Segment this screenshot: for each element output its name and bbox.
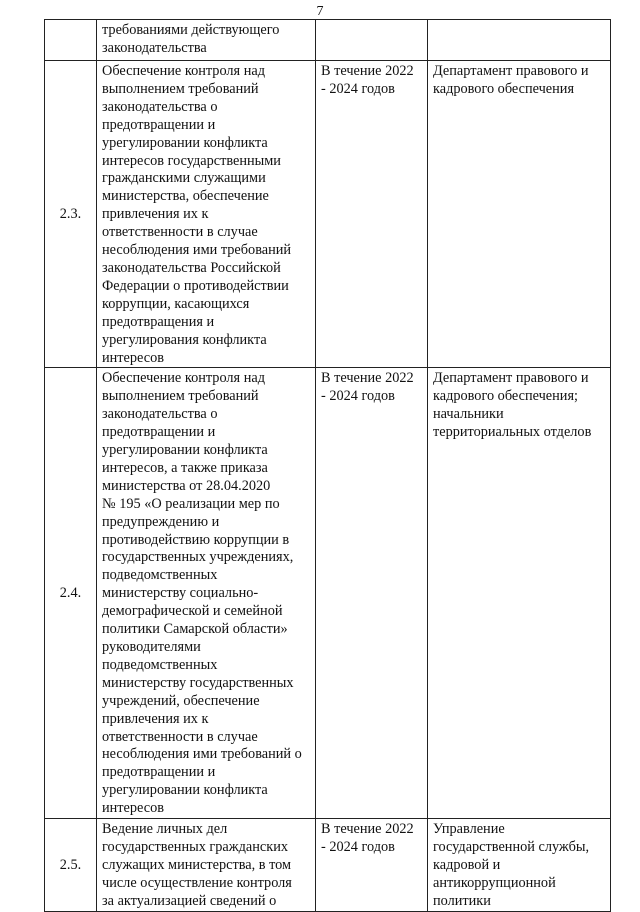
responsible-text-line: антикоррупционной <box>433 874 556 891</box>
item-number: 2.3. <box>45 61 97 368</box>
measure-text <box>97 20 316 61</box>
table-row <box>45 20 611 61</box>
measure-text-line: урегулировании конфликта <box>102 442 268 459</box>
measure-text-line: министерству государственных <box>102 674 294 691</box>
measure-text-line: требованиями действующего <box>102 22 280 38</box>
deadline-text-line: В течение 2022 <box>321 821 414 838</box>
measure-text-line: урегулировании конфликта <box>102 782 268 799</box>
measure-text-line: Обеспечение контроля над <box>102 63 265 79</box>
measure-text-line: выполнением требований <box>102 388 259 405</box>
responsible-text-line: территориальных отделов <box>433 424 592 441</box>
responsible-text-line: государственной службы, <box>433 838 590 855</box>
measure-text-line: законодательства <box>102 39 207 56</box>
measure-text-line: ответственности в случае <box>102 728 258 745</box>
responsible-text <box>428 20 611 61</box>
measure-text-line: гражданскими служащими <box>102 170 266 187</box>
responsible-text-line: Управление <box>433 821 505 838</box>
deadline-text <box>316 20 428 61</box>
measure-text-line: подведомственных <box>102 567 218 584</box>
measure-text-line: предупреждению и <box>102 513 220 530</box>
measure-text-line: министерству социально- <box>102 585 259 602</box>
measure-text-line: министерства, обеспечение <box>102 188 269 205</box>
measure-text-line: привлечения их к <box>102 206 209 223</box>
measure-text-line: подведомственных <box>102 656 218 673</box>
deadline-text-line: В течение 2022 <box>321 370 414 387</box>
deadline-text <box>316 368 428 819</box>
item-number <box>45 20 97 61</box>
measure-text-line: политики Самарской области» <box>102 621 288 638</box>
page-number: 7 <box>316 4 324 19</box>
item-number: 2.5. <box>45 819 97 912</box>
measure-text-line: служащих министерства, в том <box>102 856 292 873</box>
responsible-text <box>428 819 611 912</box>
responsible-text-line: кадровой и <box>433 856 501 873</box>
responsible-text-line: кадрового обеспечения; <box>433 388 578 405</box>
measure-text-line: несоблюдения ими требований <box>102 242 292 259</box>
responsible-text <box>428 61 611 368</box>
measure-text-line: предотвращения и <box>102 313 215 330</box>
measure-text-line: министерства от 28.04.2020 <box>102 477 271 494</box>
measure-text-line: Обеспечение контроля над <box>102 370 265 387</box>
deadline-text-line: В течение 2022 <box>321 63 414 79</box>
measure-text-line: интересов <box>102 800 164 817</box>
measure-text-line: Федерации о противодействии <box>102 277 289 294</box>
deadline-text-line: - 2024 годов <box>321 388 395 405</box>
deadline-text <box>316 819 428 912</box>
deadline-text-line: - 2024 годов <box>321 80 395 97</box>
measure-text <box>97 61 316 368</box>
measure-text-line: руководителями <box>102 639 201 655</box>
measure-text-line: Ведение личных дел <box>102 821 228 838</box>
measure-text-line: законодательства Российской <box>102 259 281 276</box>
responsible-text-line: начальники <box>433 406 504 423</box>
item-number: 2.4. <box>45 368 97 819</box>
measure-text-line: демографической и семейной <box>102 603 283 620</box>
responsible-text-line: Департамент правового и <box>433 63 589 79</box>
measure-text-line: урегулирования конфликта <box>102 331 267 348</box>
measure-text-line: числе осуществление контроля <box>102 874 292 891</box>
measure-text-line: привлечения их к <box>102 710 209 727</box>
measure-text-line: интересов <box>102 349 164 366</box>
measure-text-line: № 195 «О реализации мер по <box>102 495 280 512</box>
deadline-text <box>316 61 428 368</box>
responsible-text-line: политики <box>433 892 491 909</box>
measure-text-line: выполнением требований <box>102 80 259 97</box>
measure-text <box>97 819 316 912</box>
deadline-text-line: - 2024 годов <box>321 838 395 855</box>
responsible-text <box>428 368 611 819</box>
measure-text-line: государственных гражданских <box>102 838 289 855</box>
measure-text-line: законодательства о <box>102 98 218 115</box>
measure-text-line: предотвращении и <box>102 424 216 441</box>
measure-text-line: законодательства о <box>102 406 218 423</box>
measure-text-line: коррупции, касающихся <box>102 295 250 312</box>
measure-text-line: ответственности в случае <box>102 224 258 241</box>
measure-text-line: за актуализацией сведений о <box>102 892 277 909</box>
table-row <box>45 61 611 368</box>
measure-text-line: государственных учреждениях, <box>102 549 294 566</box>
responsible-text-line: Департамент правового и <box>433 370 589 387</box>
measure-text <box>97 368 316 819</box>
measure-text-line: интересов государственными <box>102 152 281 169</box>
table-row <box>45 819 611 912</box>
measure-text-line: предотвращении и <box>102 764 216 781</box>
measure-text-line: несоблюдения ими требований о <box>102 746 302 763</box>
measure-text-line: противодействию коррупции в <box>102 531 290 548</box>
measure-text-line: учреждений, обеспечение <box>102 692 260 709</box>
table-row <box>45 368 611 819</box>
measure-text-line: интересов, а также приказа <box>102 459 268 476</box>
measure-text-line: предотвращении и <box>102 116 216 133</box>
measures-table <box>44 19 611 912</box>
table-body <box>45 20 611 912</box>
measure-text-line: урегулировании конфликта <box>102 134 268 151</box>
responsible-text-line: кадрового обеспечения <box>433 80 575 97</box>
